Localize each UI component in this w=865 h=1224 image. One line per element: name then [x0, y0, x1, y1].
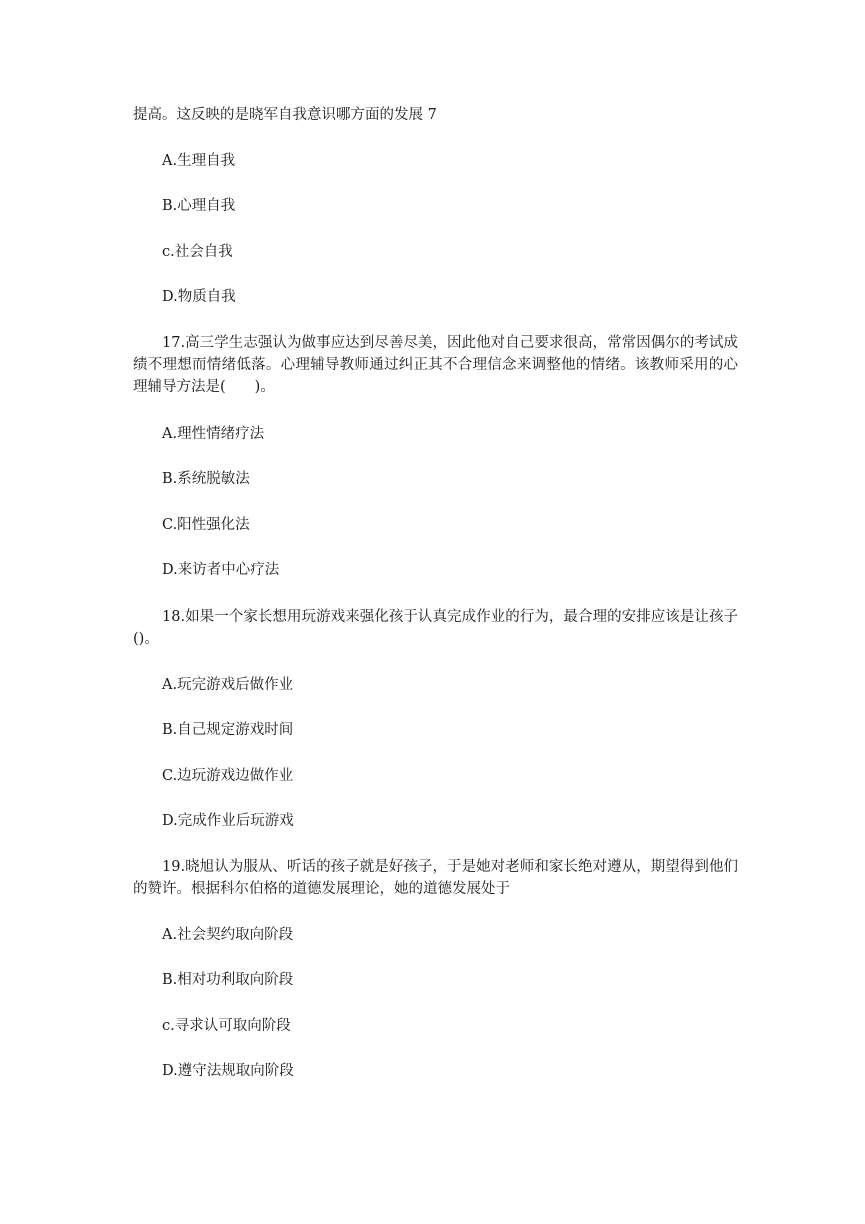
q16-option-d: D.物质自我 — [162, 289, 236, 305]
q18-option-b: B.自己规定游戏时间 — [162, 722, 294, 738]
q19-option-b: B.相对功利取向阶段 — [162, 972, 294, 988]
intro-continuation: 提高。这反映的是晓军自我意识哪方面的发展 7 — [133, 107, 437, 123]
q17-option-b: B.系统脱敏法 — [162, 471, 250, 487]
q16-option-b: B.心理自我 — [162, 198, 236, 214]
q17-option-d: D.来访者中心疗法 — [162, 562, 280, 578]
q16-option-c: c.社会自我 — [162, 244, 233, 260]
q16-option-a: A.生理自我 — [162, 153, 236, 169]
q18-option-c: C.边玩游戏边做作业 — [162, 768, 294, 784]
q17-stem: 17.高三学生志强认为做事应达到尽善尽美，因此他对自己要求很高，常常因偶尔的考试成绩不理想而情绪低落。心理辅导教师通过纠正其不合理信念来调整他的情绪。该教师采用的心理辅导方法是( )。 — [133, 335, 738, 395]
q18-option-a: A.玩完游戏后做作业 — [162, 677, 294, 693]
q19-option-d: D.遵守法规取向阶段 — [162, 1063, 294, 1079]
q19-option-a: A.社会契约取向阶段 — [162, 927, 294, 943]
q18-option-d: D.完成作业后玩游戏 — [162, 813, 294, 829]
q18-stem: 18.如果一个家长想用玩游戏来强化孩于认真完成作业的行为，最合理的安排应该是让孩子()。 — [133, 609, 738, 647]
q17-option-c: C.阳性强化法 — [162, 517, 250, 533]
q19-stem: 19.晓旭认为服从、听话的孩子就是好孩子，于是她对老师和家长绝对遵从，期望得到他们的赞许。根据科尔伯格的道德发展理论，她的道德发展处于 — [133, 859, 738, 897]
q17-option-a: A.理性情绪疗法 — [162, 426, 265, 442]
q19-option-c: c.寻求认可取向阶段 — [162, 1018, 291, 1034]
